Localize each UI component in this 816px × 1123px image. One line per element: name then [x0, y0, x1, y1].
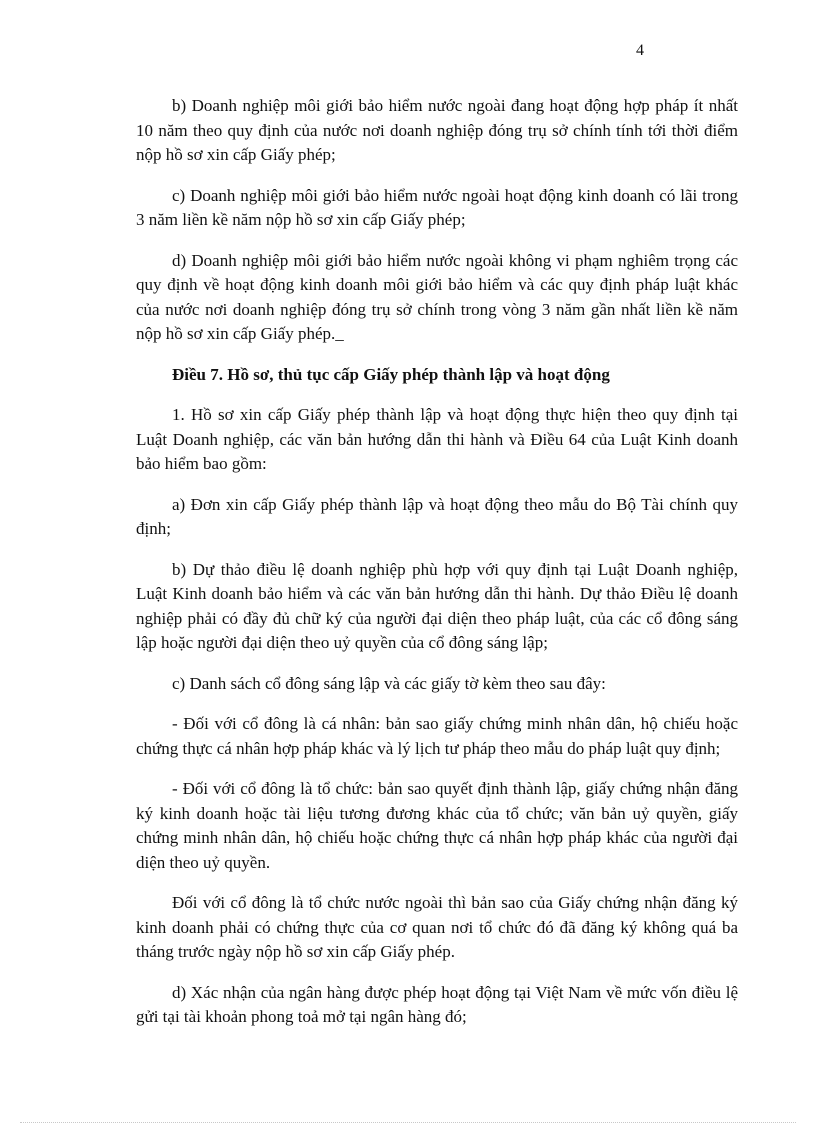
paragraph-b-charter: b) Dự thảo điều lệ doanh nghiệp phù hợp với quy định tại Luật Doanh nghiệp, Luật Kinh doanh bảo hiểm và các văn bản hướng dẫn thi hành. Dự thảo Điều lệ doanh nghiệp phải có đầy đủ chữ ký của người đại diện theo pháp luật, của các cổ đông sáng lập hoặc người đại diện theo uỷ quyền của cổ đông sáng lập; — [136, 559, 738, 652]
paragraph-foreign-organization: Đối với cổ đông là tổ chức nước ngoài thì bản sao của Giấy chứng nhận đăng ký kinh doanh phải có chứng thực của cơ quan nơi tổ chức đó đã đăng ký không quá ba tháng trước ngày nộp hồ sơ xin cấp Giấy phép. — [136, 893, 738, 961]
paragraph-organization-shareholder: - Đối với cổ đông là tổ chức: bản sao quyết định thành lập, giấy chứng nhận đăng ký kinh doanh hoặc tài liệu tương đương khác của tổ chức; văn bản uỷ quyền, giấy chứng minh nhân dân, hộ chiếu hoặc chứng thực cá nhân hợp pháp khác của người đại diện theo uỷ quyền. — [136, 779, 738, 872]
paragraph-c-shareholders: c) Danh sách cổ đông sáng lập và các giấy tờ kèm theo sau đây: — [172, 673, 606, 693]
article-7-heading: Điều 7. Hồ sơ, thủ tục cấp Giấy phép thành lập và hoạt động — [172, 364, 610, 384]
paragraph-c-profit: c) Doanh nghiệp môi giới bảo hiểm nước ngoài hoạt động kinh doanh có lãi trong 3 năm liền kề năm nộp hồ sơ xin cấp Giấy phép; — [136, 185, 738, 229]
paragraph-individual-shareholder: - Đối với cổ đông là cá nhân: bản sao giấy chứng minh nhân dân, hộ chiếu hoặc chứng thực cá nhân hợp pháp khác và lý lịch tư pháp theo mẫu do pháp luật quy định; — [136, 714, 738, 758]
paragraph-1-dossier: 1. Hồ sơ xin cấp Giấy phép thành lập và hoạt động thực hiện theo quy định tại Luật Doanh nghiệp, các văn bản hướng dẫn thi hành và Điều 64 của Luật Kinh doanh bảo hiểm bao gồm: — [136, 405, 738, 473]
paragraph-a-application: a) Đơn xin cấp Giấy phép thành lập và hoạt động theo mẫu do Bộ Tài chính quy định; — [136, 494, 738, 538]
document-body — [136, 94, 738, 1046]
page-number: 4 — [636, 42, 644, 59]
paragraph-b-experience: b) Doanh nghiệp môi giới bảo hiểm nước ngoài đang hoạt động hợp pháp ít nhất 10 năm theo quy định của nước nơi doanh nghiệp đóng trụ sở chính tính tới thời điểm nộp hồ sơ xin cấp Giấy phép; — [136, 96, 738, 164]
paragraph-d-no-violation: d) Doanh nghiệp môi giới bảo hiểm nước ngoài không vi phạm nghiêm trọng các quy định về hoạt động kinh doanh môi giới bảo hiểm và các quy định pháp luật khác của nước nơi doanh nghiệp đóng trụ sở chính trong vòng 3 năm gần nhất liền kề năm nộp hồ sơ xin cấp Giấy phép._ — [136, 250, 738, 343]
paragraph-d-bank-confirmation: d) Xác nhận của ngân hàng được phép hoạt động tại Việt Nam về mức vốn điều lệ gửi tại tài khoản phong toả mở tại ngân hàng đó; — [136, 982, 738, 1026]
